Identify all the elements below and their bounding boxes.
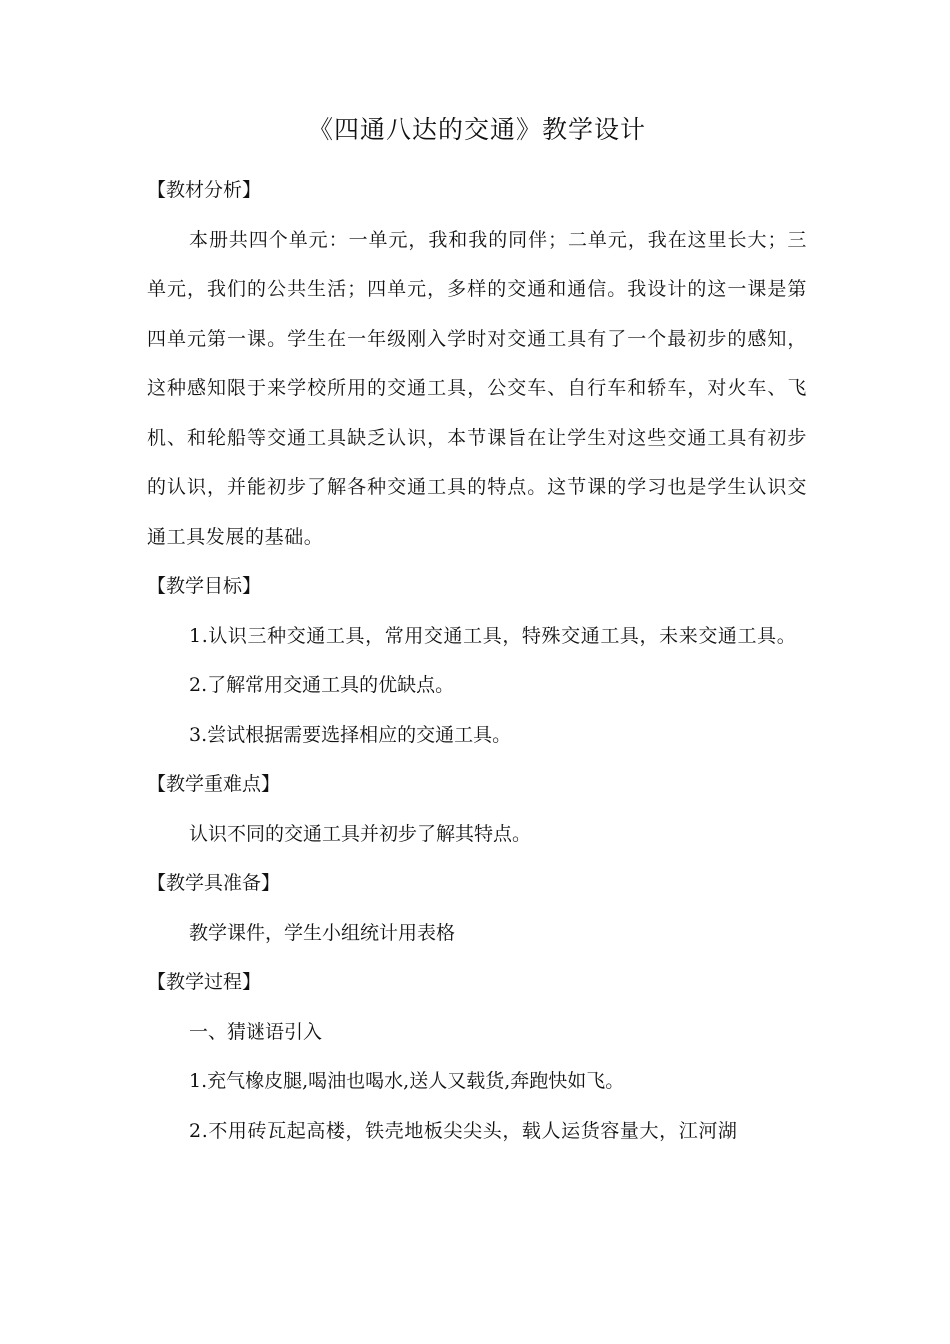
process-step: 一、猜谜语引入	[189, 1020, 323, 1043]
section-heading-goals: 【教学目标】	[147, 575, 262, 597]
materials-text: 教学课件，学生小组统计用表格	[189, 921, 456, 944]
document-body	[147, 166, 807, 1156]
riddle-item: 1.充气橡皮腿,喝油也喝水,送人又载货,奔跑快如飞。	[189, 1070, 625, 1092]
riddle-item: 2.不用砖瓦起高楼，铁壳地板尖尖头，载人运货容量大，江河湖	[189, 1119, 738, 1142]
section-heading-materials: 【教学具准备】	[147, 872, 281, 894]
goal-item: 1.认识三种交通工具，常用交通工具，特殊交通工具，未来交通工具。	[189, 624, 797, 647]
goal-item: 2.了解常用交通工具的优缺点。	[189, 674, 455, 696]
key-points-text: 认识不同的交通工具并初步了解其特点。	[189, 822, 532, 845]
section-heading-analysis: 【教材分析】	[147, 179, 262, 201]
document-title: 《四通八达的交通》教学设计	[307, 115, 646, 144]
analysis-paragraph: 本册共四个单元：一单元，我和我的同伴；二单元，我在这里长大；三单元，我们的公共生活；四单元，多样的交通和通信。我设计的这一课是第四单元第一课。学生在一年级刚入学时对交通工具有了一个最初步的感知，这种感知限于来学校所用的交通工具，公交车、自行车和轿车，对火车、飞机、和轮船等交通工具缺乏认识，本节课旨在让学生对这些交通工具有初步的认识，并能初步了解各种交通工具的特点。这节课的学习也是学生认识交通工具发展的基础。	[147, 228, 807, 548]
section-heading-key-points: 【教学重难点】	[147, 773, 281, 795]
section-heading-process: 【教学过程】	[147, 971, 262, 993]
goal-item: 3.尝试根据需要选择相应的交通工具。	[189, 723, 512, 746]
